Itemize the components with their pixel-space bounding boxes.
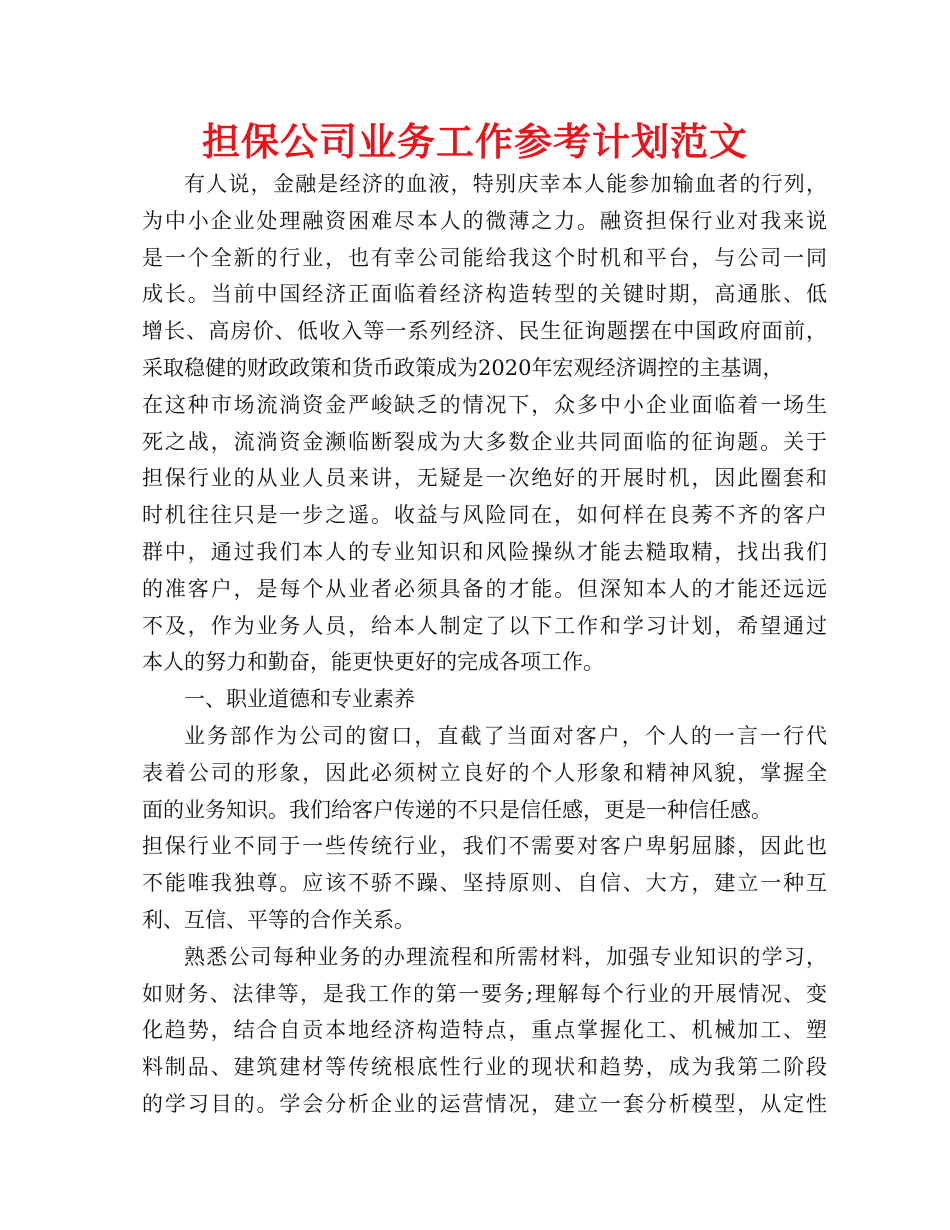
- paragraph-line: 化趋势，结合自贡本地经济构造特点，重点掌握化工、机械加工、塑: [142, 1018, 827, 1043]
- paragraph-line: 为中小企业处理融资困难尽本人的微薄之力。融资担保行业对我来说: [142, 208, 827, 233]
- paragraph-line: 料制品、建筑建材等传统根底性行业的现状和趋势，成为我第二阶段: [142, 1055, 827, 1080]
- paragraph-line: 有人说，金融是经济的血液，特别庆幸本人能参加输血者的行列，: [184, 172, 827, 196]
- paragraph-line: 在这种市场流淌资金严峻缺乏的情况下，众多中小企业面临着一场生: [142, 392, 827, 417]
- paragraph-line: 增长、高房价、低收入等一系列经济、民生征询题摆在中国政府面前，: [142, 319, 827, 344]
- paragraph-line: 不能唯我独尊。应该不骄不躁、坚持原则、自信、大方，建立一种互: [142, 871, 827, 896]
- paragraph-line: 本人的努力和勤奋，能更快更好的完成各项工作。: [142, 650, 604, 675]
- paragraph-line: 面的业务知识。我们给客户传递的不只是信任感，更是一种信任感。: [142, 797, 772, 822]
- paragraph-line: 死之战，流淌资金濒临断裂成为大多数企业共同面临的征询题。关于: [142, 429, 827, 454]
- paragraph-line: 熟悉公司每种业务的办理流程和所需材料，加强专业知识的学习，: [184, 944, 827, 969]
- paragraph-line: 是一个全新的行业，也有幸公司能给我这个时机和平台，与公司一同: [142, 245, 827, 270]
- paragraph-line: 不及，作为业务人员，给本人制定了以下工作和学习计划，希望通过: [142, 613, 827, 638]
- paragraph-line: 采取稳健的财政政策和货币政策成为2020年宏观经济调控的主基调，: [142, 355, 784, 380]
- paragraph-line: 业务部作为公司的窗口，直截了当面对客户，个人的一言一行代: [184, 723, 827, 748]
- paragraph-line: 群中，通过我们本人的专业知识和风险操纵才能去糙取精，找出我们: [142, 539, 827, 564]
- paragraph-line: 的准客户，是每个从业者必须具备的才能。但深知本人的才能还远远: [142, 576, 827, 601]
- paragraph-line: 利、互信、平等的合作关系。: [142, 907, 415, 932]
- document-body: [142, 166, 827, 1123]
- section-heading: 一、职业道德和专业素养: [184, 687, 415, 712]
- paragraph-line: 的学习目的。学会分析企业的运营情况，建立一套分析模型，从定性: [142, 1091, 827, 1116]
- paragraph-line: 成长。当前中国经济正面临着经济构造转型的关键时期，高通胀、低: [142, 282, 827, 307]
- paragraph-line: 担保行业的从业人员来讲，无疑是一次绝好的开展时机，因此圈套和: [142, 466, 827, 491]
- paragraph-line: 表着公司的形象，因此必须树立良好的个人形象和精神风貌，掌握全: [142, 760, 827, 785]
- paragraph-line: 如财务、法律等，是我工作的第一要务;理解每个行业的开展情况、变: [142, 981, 827, 1006]
- paragraph-line: 时机往往只是一步之遥。收益与风险同在，如何样在良莠不齐的客户: [142, 503, 827, 528]
- paragraph-line: 担保行业不同于一些传统行业，我们不需要对客户卑躬屈膝，因此也: [142, 834, 827, 859]
- document-title: 担保公司业务工作参考计划范文: [201, 120, 748, 164]
